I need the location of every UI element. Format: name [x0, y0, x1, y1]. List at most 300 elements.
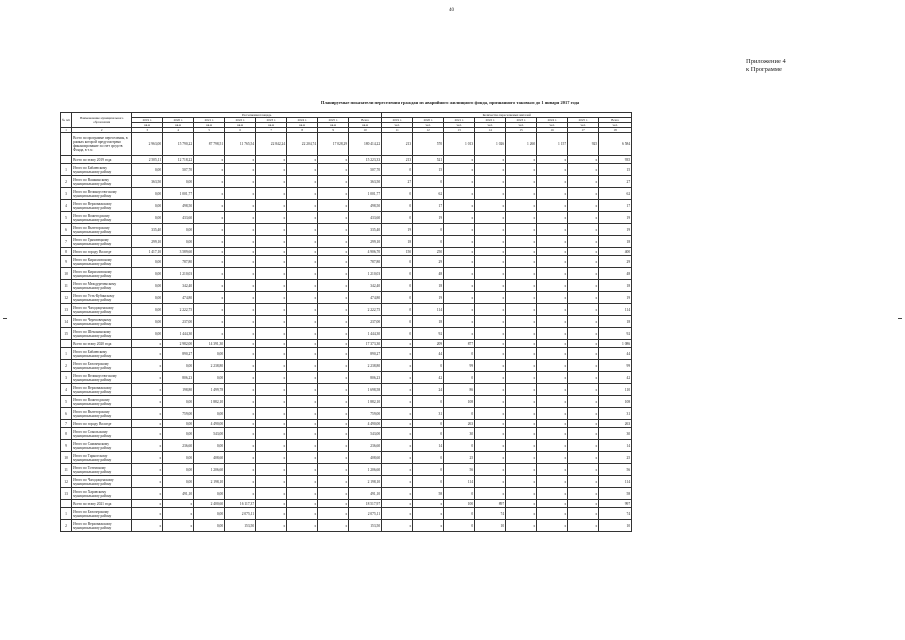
- row-value: x: [537, 464, 568, 476]
- row-number: 14: [61, 316, 72, 328]
- header-num: № п/п: [61, 113, 72, 128]
- row-value: x: [382, 340, 413, 348]
- row-value: x: [225, 396, 256, 408]
- row-name: Итого по Верховажскому муниципальному району: [72, 520, 132, 532]
- row-value: x: [256, 224, 287, 236]
- row-name: Итого по городу Вологде: [72, 420, 132, 428]
- row-value: 0,00: [163, 224, 194, 236]
- row-value: x: [163, 520, 194, 532]
- row-value: 0: [444, 508, 475, 520]
- row-value: x: [132, 440, 163, 452]
- row-value: x: [287, 200, 318, 212]
- row-value: x: [537, 384, 568, 396]
- table-row: [61, 476, 632, 488]
- row-value: x: [537, 316, 568, 328]
- row-value: 0: [413, 476, 444, 488]
- table-row: [61, 428, 632, 440]
- row-value: x: [163, 500, 194, 508]
- row-value: x: [194, 176, 225, 188]
- row-number: [61, 500, 72, 508]
- row-value: x: [506, 176, 537, 188]
- row-value: x: [318, 188, 349, 200]
- row-value: x: [568, 408, 599, 420]
- row-value: x: [287, 476, 318, 488]
- header-year-people: 2020 г.: [413, 118, 444, 123]
- row-value: x: [287, 292, 318, 304]
- header-unit-area: кв.м: [287, 123, 318, 128]
- page-number: 40: [449, 8, 454, 13]
- row-value: x: [287, 316, 318, 328]
- header-year-people: 2019 г.: [382, 118, 413, 123]
- row-name: Итого по Кирилловскому муниципальному району: [72, 268, 132, 280]
- row-value: 15 790,22: [163, 133, 194, 156]
- document-title: Планируемые показатели переселения граждан из аварийного жилищного фонда, признанного таковым до 1 января 2017 года: [320, 100, 580, 105]
- row-number: 12: [61, 292, 72, 304]
- row-value: 12 718,22: [163, 156, 194, 164]
- row-value: x: [287, 304, 318, 316]
- row-value: 0: [413, 420, 444, 428]
- row-value: 56: [599, 464, 632, 476]
- row-value: x: [537, 328, 568, 340]
- row-value: x: [194, 212, 225, 224]
- row-value: x: [382, 408, 413, 420]
- row-value: 1 417,10: [132, 248, 163, 256]
- row-value: x: [506, 428, 537, 440]
- row-value: x: [382, 488, 413, 500]
- row-value: x: [287, 464, 318, 476]
- row-value: x: [506, 248, 537, 256]
- header-year-people: Всего: [599, 118, 632, 123]
- row-value: x: [287, 212, 318, 224]
- row-value: 0: [382, 316, 413, 328]
- row-name: Итого по Грязовецкому муниципальному району: [72, 236, 132, 248]
- header-unit-people: чел.: [568, 123, 599, 128]
- header-col-number: 9: [318, 128, 349, 133]
- row-value: 99: [599, 360, 632, 372]
- row-value: x: [475, 452, 506, 464]
- row-value: x: [194, 304, 225, 316]
- row-value: x: [318, 292, 349, 304]
- row-name: Итого по Тотемскому муниципальному району: [72, 464, 132, 476]
- row-value: x: [256, 452, 287, 464]
- row-value: 209: [413, 340, 444, 348]
- row-value: x: [318, 420, 349, 428]
- row-value: 19: [599, 292, 632, 304]
- row-value: x: [537, 508, 568, 520]
- page-edge-mark-right: [898, 318, 902, 319]
- row-value: x: [444, 268, 475, 280]
- row-value: 213: [382, 156, 413, 164]
- row-value: 0,00: [132, 316, 163, 328]
- row-name: Всего по программе переселения, в рамках которой предусмотрено финансирование за счет средств Фонда, в т.ч.:: [72, 133, 132, 156]
- row-value: x: [537, 428, 568, 440]
- row-value: x: [537, 256, 568, 268]
- row-value: 15: [413, 164, 444, 176]
- header-group-people: Количество переселяемых жителей: [382, 113, 632, 118]
- row-value: 0: [444, 520, 475, 532]
- row-value: x: [537, 224, 568, 236]
- table-row: [61, 200, 632, 212]
- row-value: 0,00: [163, 236, 194, 248]
- row-value: x: [413, 500, 444, 508]
- row-value: x: [318, 340, 349, 348]
- row-value: x: [506, 408, 537, 420]
- row-value: 0: [444, 372, 475, 384]
- row-number: 1: [61, 164, 72, 176]
- table-row: [61, 280, 632, 292]
- row-value: x: [318, 488, 349, 500]
- row-number: 2: [61, 520, 72, 532]
- row-value: x: [225, 224, 256, 236]
- row-value: 153,50: [225, 520, 256, 532]
- row-value: 1 882,10: [194, 396, 225, 408]
- row-value: x: [382, 508, 413, 520]
- row-value: 2 238,80: [349, 360, 382, 372]
- row-value: 114: [413, 304, 444, 316]
- row-value: x: [287, 328, 318, 340]
- row-value: 925: [568, 133, 599, 156]
- row-value: x: [444, 292, 475, 304]
- row-value: x: [475, 212, 506, 224]
- row-value: x: [194, 224, 225, 236]
- row-value: 10: [475, 520, 506, 532]
- row-value: x: [475, 256, 506, 268]
- row-value: 6 584: [599, 133, 632, 156]
- row-number: 7: [61, 236, 72, 248]
- row-value: x: [256, 256, 287, 268]
- row-value: 0,00: [194, 408, 225, 420]
- row-value: x: [132, 488, 163, 500]
- row-value: x: [132, 520, 163, 532]
- row-value: x: [475, 236, 506, 248]
- row-value: x: [506, 348, 537, 360]
- row-value: x: [225, 156, 256, 164]
- row-value: 0,00: [132, 212, 163, 224]
- row-value: x: [287, 452, 318, 464]
- row-value: 2 198,10: [194, 476, 225, 488]
- table-row: [61, 372, 632, 384]
- row-number: 6: [61, 408, 72, 420]
- row-value: 62: [599, 188, 632, 200]
- row-value: 890,27: [349, 348, 382, 360]
- row-value: 2 400,60: [194, 500, 225, 508]
- row-value: x: [132, 396, 163, 408]
- row-value: 0: [413, 396, 444, 408]
- row-value: 363,50: [132, 176, 163, 188]
- row-value: x: [318, 464, 349, 476]
- row-value: x: [132, 348, 163, 360]
- row-value: 4 490,00: [194, 420, 225, 428]
- row-value: 342,40: [163, 280, 194, 292]
- row-value: x: [568, 420, 599, 428]
- row-value: 997: [599, 500, 632, 508]
- header-year-area: 2023 г.: [256, 118, 287, 123]
- row-value: 0,00: [163, 464, 194, 476]
- row-value: x: [318, 176, 349, 188]
- row-value: x: [287, 340, 318, 348]
- row-value: x: [537, 248, 568, 256]
- header-unit-people: чел.: [444, 123, 475, 128]
- row-value: x: [444, 248, 475, 256]
- row-value: 0: [413, 176, 444, 188]
- row-value: 0: [382, 256, 413, 268]
- row-value: 0: [444, 440, 475, 452]
- row-value: 0: [413, 236, 444, 248]
- row-value: 1 013: [444, 133, 475, 156]
- row-value: x: [475, 488, 506, 500]
- row-value: x: [256, 200, 287, 212]
- row-value: 18: [413, 316, 444, 328]
- row-number: 3: [61, 188, 72, 200]
- row-value: x: [132, 408, 163, 420]
- row-value: x: [256, 408, 287, 420]
- row-value: 507,70: [349, 164, 382, 176]
- table-row: [61, 164, 632, 176]
- header-unit-area: кв.м: [194, 123, 225, 128]
- row-value: x: [568, 384, 599, 396]
- row-value: 0: [413, 428, 444, 440]
- row-value: x: [537, 520, 568, 532]
- row-value: x: [568, 268, 599, 280]
- row-value: x: [382, 500, 413, 508]
- row-value: x: [537, 408, 568, 420]
- row-value: x: [194, 328, 225, 340]
- row-value: 22 842,24: [256, 133, 287, 156]
- row-value: 92: [599, 328, 632, 340]
- row-value: 0: [382, 212, 413, 224]
- row-value: x: [194, 292, 225, 304]
- row-value: x: [506, 280, 537, 292]
- row-name: Итого по Вытегорскому муниципальному району: [72, 224, 132, 236]
- row-name: Всего по этапу 2019 года: [72, 156, 132, 164]
- appendix-label: [746, 58, 836, 74]
- row-value: x: [568, 372, 599, 384]
- row-value: x: [568, 328, 599, 340]
- row-value: 14: [413, 440, 444, 452]
- row-value: 236,60: [163, 440, 194, 452]
- row-value: x: [287, 428, 318, 440]
- row-value: x: [256, 520, 287, 532]
- row-value: x: [256, 384, 287, 396]
- row-value: x: [475, 248, 506, 256]
- row-value: x: [444, 164, 475, 176]
- row-value: x: [537, 476, 568, 488]
- row-value: 570: [413, 133, 444, 156]
- row-value: x: [318, 452, 349, 464]
- row-value: 474,80: [349, 292, 382, 304]
- row-value: x: [506, 292, 537, 304]
- row-value: x: [537, 156, 568, 164]
- row-value: x: [256, 464, 287, 476]
- row-value: 543,00: [194, 428, 225, 440]
- row-value: x: [537, 488, 568, 500]
- table-row: [61, 488, 632, 500]
- row-value: x: [382, 372, 413, 384]
- row-value: x: [225, 188, 256, 200]
- row-value: x: [225, 256, 256, 268]
- row-value: x: [318, 372, 349, 384]
- table-row: [61, 156, 632, 164]
- row-value: x: [318, 508, 349, 520]
- row-value: x: [537, 340, 568, 348]
- row-value: 2 982,00: [163, 340, 194, 348]
- row-value: 1 206,60: [349, 464, 382, 476]
- row-value: 18: [599, 280, 632, 292]
- row-value: x: [225, 464, 256, 476]
- row-value: 25: [599, 452, 632, 464]
- table-row: [61, 508, 632, 520]
- row-number: 12: [61, 476, 72, 488]
- row-value: x: [506, 520, 537, 532]
- row-value: 0,00: [132, 292, 163, 304]
- header-col-number: 4: [163, 128, 194, 133]
- header-name: Наименование муниципального образования: [72, 113, 132, 128]
- row-value: x: [318, 500, 349, 508]
- row-value: 114: [599, 476, 632, 488]
- row-value: x: [132, 452, 163, 464]
- row-value: 1 882,10: [349, 396, 382, 408]
- row-value: x: [132, 508, 163, 520]
- appendix-line1: Приложение 4: [746, 58, 786, 65]
- row-value: 108: [599, 396, 632, 408]
- header-year-people: 2022 г.: [475, 118, 506, 123]
- row-value: 1 210,03: [163, 268, 194, 280]
- row-value: x: [318, 360, 349, 372]
- row-value: x: [568, 396, 599, 408]
- row-value: x: [225, 420, 256, 428]
- row-value: 237,00: [349, 316, 382, 328]
- row-value: x: [256, 420, 287, 428]
- table-row: [61, 348, 632, 360]
- row-value: x: [475, 372, 506, 384]
- row-value: 27: [382, 176, 413, 188]
- row-value: x: [382, 476, 413, 488]
- row-value: 92: [413, 328, 444, 340]
- row-value: 110: [599, 384, 632, 396]
- row-value: 543,00: [349, 428, 382, 440]
- table-row: [61, 224, 632, 236]
- row-value: 27: [599, 176, 632, 188]
- row-value: x: [568, 224, 599, 236]
- row-value: x: [537, 212, 568, 224]
- row-value: x: [225, 304, 256, 316]
- table-row: [61, 248, 632, 256]
- row-value: 0: [413, 452, 444, 464]
- row-value: 759,00: [163, 408, 194, 420]
- row-value: x: [318, 316, 349, 328]
- row-value: x: [132, 428, 163, 440]
- row-value: x: [475, 420, 506, 428]
- row-value: 0: [382, 164, 413, 176]
- row-value: x: [568, 440, 599, 452]
- header-col-number: 8: [287, 128, 318, 133]
- row-value: x: [225, 488, 256, 500]
- row-value: x: [444, 224, 475, 236]
- row-value: x: [194, 200, 225, 212]
- row-value: 0: [413, 464, 444, 476]
- row-value: 0,00: [132, 200, 163, 212]
- row-value: x: [225, 248, 256, 256]
- header-col-number: 13: [444, 128, 475, 133]
- row-value: x: [444, 304, 475, 316]
- row-value: 74: [599, 508, 632, 520]
- row-value: 0,00: [132, 256, 163, 268]
- row-value: x: [506, 256, 537, 268]
- row-value: 507,70: [163, 164, 194, 176]
- row-value: 1 026: [475, 133, 506, 156]
- row-value: x: [475, 200, 506, 212]
- row-value: 198,80: [163, 384, 194, 396]
- row-value: 213: [382, 133, 413, 156]
- row-value: x: [537, 372, 568, 384]
- row-value: x: [382, 464, 413, 476]
- row-value: x: [568, 292, 599, 304]
- row-value: x: [568, 200, 599, 212]
- row-name: Итого по Белозерскому муниципальному району: [72, 360, 132, 372]
- row-value: 0: [413, 360, 444, 372]
- row-value: 263: [444, 420, 475, 428]
- header-unit-people: чел.: [537, 123, 568, 128]
- row-name: Всего по этапу 2020 года: [72, 340, 132, 348]
- row-value: x: [568, 188, 599, 200]
- header-year-people: 2024 г.: [537, 118, 568, 123]
- row-value: 342,40: [349, 280, 382, 292]
- row-value: x: [225, 440, 256, 452]
- row-value: 18: [413, 280, 444, 292]
- row-value: x: [225, 164, 256, 176]
- row-value: 150: [382, 248, 413, 256]
- row-value: x: [506, 200, 537, 212]
- header-unit-area: кв.м: [132, 123, 163, 128]
- row-name: Всего по этапу 2021 года: [72, 500, 132, 508]
- row-number: 1: [61, 508, 72, 520]
- row-value: x: [225, 328, 256, 340]
- row-value: 0: [413, 224, 444, 236]
- row-value: x: [568, 316, 599, 328]
- row-value: 0,00: [194, 488, 225, 500]
- row-value: x: [225, 200, 256, 212]
- table-row: [61, 340, 632, 348]
- row-value: x: [382, 360, 413, 372]
- row-value: x: [382, 520, 413, 532]
- row-value: x: [132, 476, 163, 488]
- row-number: 10: [61, 268, 72, 280]
- row-value: x: [256, 488, 287, 500]
- row-value: x: [568, 280, 599, 292]
- row-value: 4 906,70: [349, 248, 382, 256]
- row-value: x: [568, 164, 599, 176]
- row-value: 474,80: [163, 292, 194, 304]
- header-col-number: 3: [132, 128, 163, 133]
- row-value: 0: [444, 408, 475, 420]
- row-value: x: [225, 384, 256, 396]
- row-value: 0,00: [163, 396, 194, 408]
- row-value: 335,40: [349, 224, 382, 236]
- row-value: x: [256, 248, 287, 256]
- header-col-number: 7: [256, 128, 287, 133]
- row-value: x: [568, 256, 599, 268]
- table-row: [61, 360, 632, 372]
- row-value: x: [132, 420, 163, 428]
- row-value: x: [475, 348, 506, 360]
- row-value: x: [256, 268, 287, 280]
- row-value: x: [537, 268, 568, 280]
- row-value: 0,00: [194, 440, 225, 452]
- row-value: 0,00: [163, 420, 194, 428]
- row-value: 2 075,11: [349, 508, 382, 520]
- row-value: x: [382, 396, 413, 408]
- row-value: 1 260: [506, 133, 537, 156]
